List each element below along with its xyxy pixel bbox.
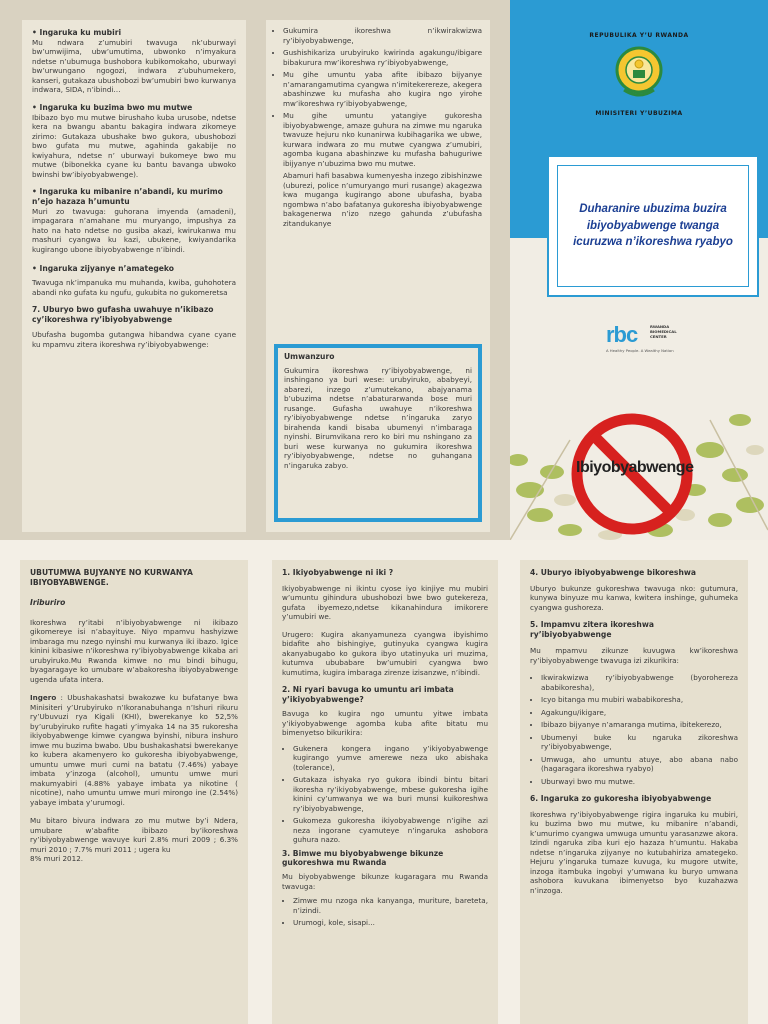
stats-body: Mu bitaro bivura indwara zo mu mutwe by’i Ndera, umubare w’abafite ibibazo by’ikoreshwa ry’ibiyobyabwenge wavuye kuri 2.8% muri 2009 ; 6.3% muri 2010 ; 7.7% muri 2011 ; ugera ku <box>30 816 238 854</box>
list-item: • Mu gihe umuntu yatangiye gukoresha ibiyobyabwenge, amaze guhura na zimwe mu ngaruka twavuze hejuru nko kunanirwa kubihagarika we ubwe, kurwara indwara zo mu mutwe cyangwa z’umubiri, agomba kugana abashinzwe ku mufasha bahuguriwe ibijyanye n’ubuzima bwo mu mutwe. <box>283 111 482 168</box>
q2-body: Bavuga ko kugira ngo umuntu yitwe imbata y’ikiyobyabwenge agomba kuba afite bitatu mu bimenyetso bikurikira: <box>282 709 488 738</box>
q3-body: Mu biyobyabwenge bikunze kugaragara mu Rwanda twavuga: <box>282 872 488 891</box>
list-item: • Ikwirakwizwa ry’ibiyobyabwenge (byorohereza ababikoresha), <box>541 673 738 692</box>
prevention-list <box>272 26 482 168</box>
q6-title: 6. Ingaruka zo gukoresha ibiyobyabwenge <box>530 794 712 804</box>
example-label: Ingero <box>30 693 57 703</box>
intro-body: Ikoreshwa ry’itabi n’ibiyobyabwenge ni ikibazo gikomereye isi n’abayituye. Niyo mpamvu hashyizwe imbaraga mu nzego nyinshi mu kurwanya iki ibazo. Igice kinini kibasiwe n’ikoreshwa ry’ibiyobyabwenge kikaba ari urubyiruko.Mu Rwanda kimwe no mu bindi bihugu, byagaragaye ko umubare w’abakoresha ibiyobyabwenge ugenda ufata intera. <box>30 617 238 684</box>
list-item: • Gutakaza ishyaka ryo gukora ibindi bintu bitari ikoresha ry’ikiyobyabwenge, mbese gukoresha igihe kinini cy’umwanya we wa buri munsi kuikoreshwa ry’ibiyobyabwenge, <box>293 775 488 813</box>
q1-title: 1. Ikiyobyabwenge ni iki ? <box>282 568 394 577</box>
causes-list <box>530 673 738 786</box>
example-body: : Ubushakashatsi bwakozwe ku bufatanye bwa Minisiteri y’Urubyiruko n’Ikoranabuhanga n’Ishuri rikuru ry’Ubuvuzi rya Kigali (KHI), bwerekanye ko 52,5% by’urubyiruko rufite hagati y’imyaka 14 na 35 rukoresha ikiyobyabwenge kimwe cyangwa byinshi, nibura inshuro imwe mu buzima bwabo. Ubu bushakashatsi bwerekanye ko kubera akamenyero ko gukoresha ibiyobyabwenge, umuntu umwe muri cumi na batatu (7.46%) yabaye imbata y’inzoga (alcohol), umuntu umwe muri makumyabiri (4.88% yabaye imbata ya nikotine ( nicotine), naho umuntu umwe muri mirongo ine (2.54%) yabaye imbata y’urumogi. <box>30 693 239 807</box>
stats-end: 8% muri 2012. <box>30 854 84 864</box>
section-title-help: 7. Uburyo bwo gufasha uwahuye n’ikibazo cy’ikoreshwa ry’ibiyobyabwenge <box>32 305 214 325</box>
q4-body: Uburyo bukunze gukoreshwa twavuga nko: gutumura, kunywa binyuze mu kanwa, kwitera inshinge, guhumeka cyangwa gushoreza. <box>530 583 738 612</box>
list-item: • Ibibazo bijyanye n’amaranga mutima, ibitekerezo, <box>541 720 738 730</box>
panel-introduction <box>20 560 248 1024</box>
common-drugs-list <box>282 896 488 928</box>
country-name: REPUBULIKA Y’U RWANDA <box>589 32 689 39</box>
cover-headline: Duharanire ubuzima buzira ibiyobyabwenge twanga icuruzwa n’ikoreshwa ryabyo <box>573 202 733 249</box>
section-title-social: • Ingaruka ku mibanire n’abandi, ku murimo n’ejo hazaza h’umuntu <box>32 187 223 207</box>
section-body-physical: Mu ndwara z’umubiri twavuga nk’uburwayi bw’umwijima, ubw’umutima, ubwonko n’imyakura ndetse n’ubumuga bushobora kubikomokaho, uburwayi bw’urwungano ngogozi, indwara z’ubuhumekero, kanseri, gutakaza ubushobozi bw’umubiri bwo kurwanya indwara, SIDA, n’ibindi… <box>32 37 237 95</box>
section-title-physical: • Ingaruka ku mubiri <box>32 28 122 37</box>
conclusion-callout <box>274 344 482 522</box>
q5-body: Mu mpamvu zikunze kuvugwa kw’ikoreshwa ry’ibiyobyabwenge twavuga izi zikurikira: <box>530 646 738 665</box>
panel-causes <box>520 560 748 1024</box>
headline-box <box>547 155 759 297</box>
section-title-legal: • Ingaruka zijyanye n’amategeko <box>32 264 174 274</box>
coat-of-arms-icon <box>614 44 664 102</box>
cover-panel <box>510 0 768 540</box>
list-item: • Gukumira ikoreshwa n’ikwirakwizwa ry’ibiyobyabwenge, <box>283 26 482 45</box>
list-item: • Umwuga, aho umuntu atuye, abo abana nabo (hagaragara ikoreshwa ryabyo) <box>541 755 738 774</box>
rbc-name: RWANDA BIOMEDICAL CENTER <box>650 324 677 339</box>
list-item: • Uburwayi bwo mu mutwe. <box>541 777 738 787</box>
rbc-tagline: A Healthy People. A Wealthy Nation <box>606 348 674 353</box>
list-item: • Mu gihe umuntu yaba afite ibibazo bijyanye n’amarangamutima cyangwa n’imitekerereze, akegera abashinzwe ku mufasha aho kugira ngo yirohe mw’ikoreshwa ry’ibiyobyabwenge, <box>283 70 482 108</box>
section-title-mental: • Ingaruka ku buzima bwo mu mutwe <box>32 102 193 112</box>
list-item: • Icyo bitanga mu mubiri wababikoresha, <box>541 695 738 705</box>
q1-body: Ikiyobyabwenge ni ikintu cyose iyo kinjiye mu mubiri w’umuntu gihindura ubushobozi bwe bwo gutekereza, gufata ibyemezo,ndetse kikanahindura imikorere y’umubiri we. <box>282 583 488 622</box>
section-body-social: Muri zo twavuga: guhorana imyenda (amadeni), impagarara n’amahane mu muryango, impushya za hato na hato ndetse no gusiba akazi, kwirukanwa mu mashuri cyangwa ku kazi, ubukene, kwiyandarika kugirango ubone ibiyobyabwenge n’ibindi. <box>32 206 236 254</box>
q6-body: Ikoreshwa ry’ibiyobyabwenge rigira ingaruka ku mubiri, ku buzima bwo mu mutwe, ku mibanire n’abandi, k’umurimo cyangwa umwuga umuntu yarasanzwe akora. Izindi ngaruka ziba kuri ejo hazaza h’umuntu. Hakaba ndetse n’ingaruka zijyanye no kutubahiriza amategeko. Hejuru y’ingaruka tumaze kuvuga, ku mugore utwite, inzoga itambuka ingobyi y’umwana ku buryo umwana ashobora kuvukana ibimenyetso byo kuzahazwa n’inzoga. <box>530 809 738 895</box>
list-item: • Agakungu/ikigare, <box>541 708 738 718</box>
list-item: • Gukenera kongera ingano y’ikiyobyabwenge kugirango yumve amerewe neza uko abishaka (tolerance), <box>293 744 488 773</box>
callout-title: Umwanzuro <box>284 352 335 361</box>
dependency-signs-list <box>282 744 488 845</box>
list-item: • Gushishikariza urubyiruko kwirinda agakungu/ibigare bibakurura mw’ikoreshwa ry’ibiyobyabwenge, <box>283 48 482 67</box>
list-item: • Zimwe mu nzoga nka kanyanga, muriture, bareteta, n’izindi. <box>293 896 488 915</box>
q5-title: 5. Impamvu zitera ikoreshwa ry’ibiyobyabwenge <box>530 620 654 640</box>
list-item: • Gukomeza gukoresha ikiyobyabwenge n’igihe azi neza ingorane cyamuteye n’ingaruka ashobora guhura nazo. <box>293 816 488 845</box>
ministry-name: MINISITERI Y’UBUZIMA <box>595 110 683 117</box>
section-body-legal: Twavuga nk’impanuka mu muhanda, kwiba, guhohotera abandi nko gufata ku ngufu, gukubita no gukomeretsa <box>32 278 236 297</box>
q3-title: 3. Bimwe mu biyobyabwenge bikunze gukoreshwa mu Rwanda <box>282 848 444 868</box>
q1-example: Urugero: Kugira akanyamuneza cyangwa ibyishimo bidafite aho bishingiye, gutinyuka cyangwa kugira akanyabugabo ko gukora ibyo utatinyuka uri muzima, kutumva ububabare bw’umubiri cyangwa bwo kumutima, kugira imbaraga zirenze izisanzwe, n’ibindi. <box>282 629 488 677</box>
rbc-logo-icon <box>606 322 637 348</box>
panel-title: UBUTUMWA BUJYANYE NO KURWANYA IBIYOBYABWENGE. <box>30 568 193 587</box>
list-item: • Ubumenyi buke ku ngaruka zikoreshwa ry’ibiyobyabwenge, <box>541 733 738 752</box>
q2-title: 2. Ni ryari bavuga ko umuntu ari imbata y’ikiyobyabwenge? <box>282 685 454 705</box>
prevention-continuation: Abamuri hafi basabwa kumenyesha inzego zibishinzwe (uburezi, police n’umuryango muri rusange) akagezwa kwa muganga kugirango abone ubufasha, byaba ngombwa n’abo bafatanya gukoresha ibiyobyabwenge bakagenerwa n’izo nzego gahunda z’ubufasha zitandukanye <box>283 171 482 228</box>
panel-consequences <box>22 20 246 532</box>
panel-definitions <box>272 560 498 1024</box>
q4-title: 4. Uburyo ibiyobyabwenge bikoreshwa <box>530 568 696 577</box>
section-body-help: Ubufasha bugomba gutangwa hibandwa cyane cyane ku mpamvu zitera ikoreshwa ry’ibiyobyabwenge: <box>32 330 236 349</box>
callout-body: Gukumira ikoreshwa ry’ibiyobyabwenge, ni inshingano ya buri wese: urubyiruko, ababyeyi, abarezi, inzego z’umutekano, abajyanama b’ubuzima ndetse n’abaturarwanda bose muri rusange. Gufasha uwahuye n’ikoreshwa ry’ibiyobyabwenge ndetse n’ingaruka zaryo birahenda kandi bisaba ubumenyi n’imbaraga nyinshi. Birumvikana rero ko biri mu nshingano za buri wese kurwanya no gukumira ikoreshwa ry’ibiyobyabwenge, ndetse no guhangana n’ingaruka zabyo. <box>284 365 472 470</box>
intro-heading: Iriburiro <box>30 597 66 607</box>
section-body-mental: Ibibazo byo mu mutwe birushaho kuba urusobe, ndetse kera na bwangu abantu bakagira indwara zikomeye zirimo: Gutakaza ubushake bwo gukora, ubushobozi bwo gufata mu mutwe, agahinda gakabije no kwiyahura, ndetse n’ uburwayi bukomeye bwo mu mutwe (bibonekka cyane ku bantu bavanga ubwoko bwinshi bw’ibiyobyabwenge). <box>32 112 236 179</box>
rbc-logo-text: rbc <box>606 322 638 347</box>
list-item: • Urumogi, kole, sisapi... <box>293 918 488 928</box>
sign-word: Ibiyobyabwenge <box>576 459 694 476</box>
